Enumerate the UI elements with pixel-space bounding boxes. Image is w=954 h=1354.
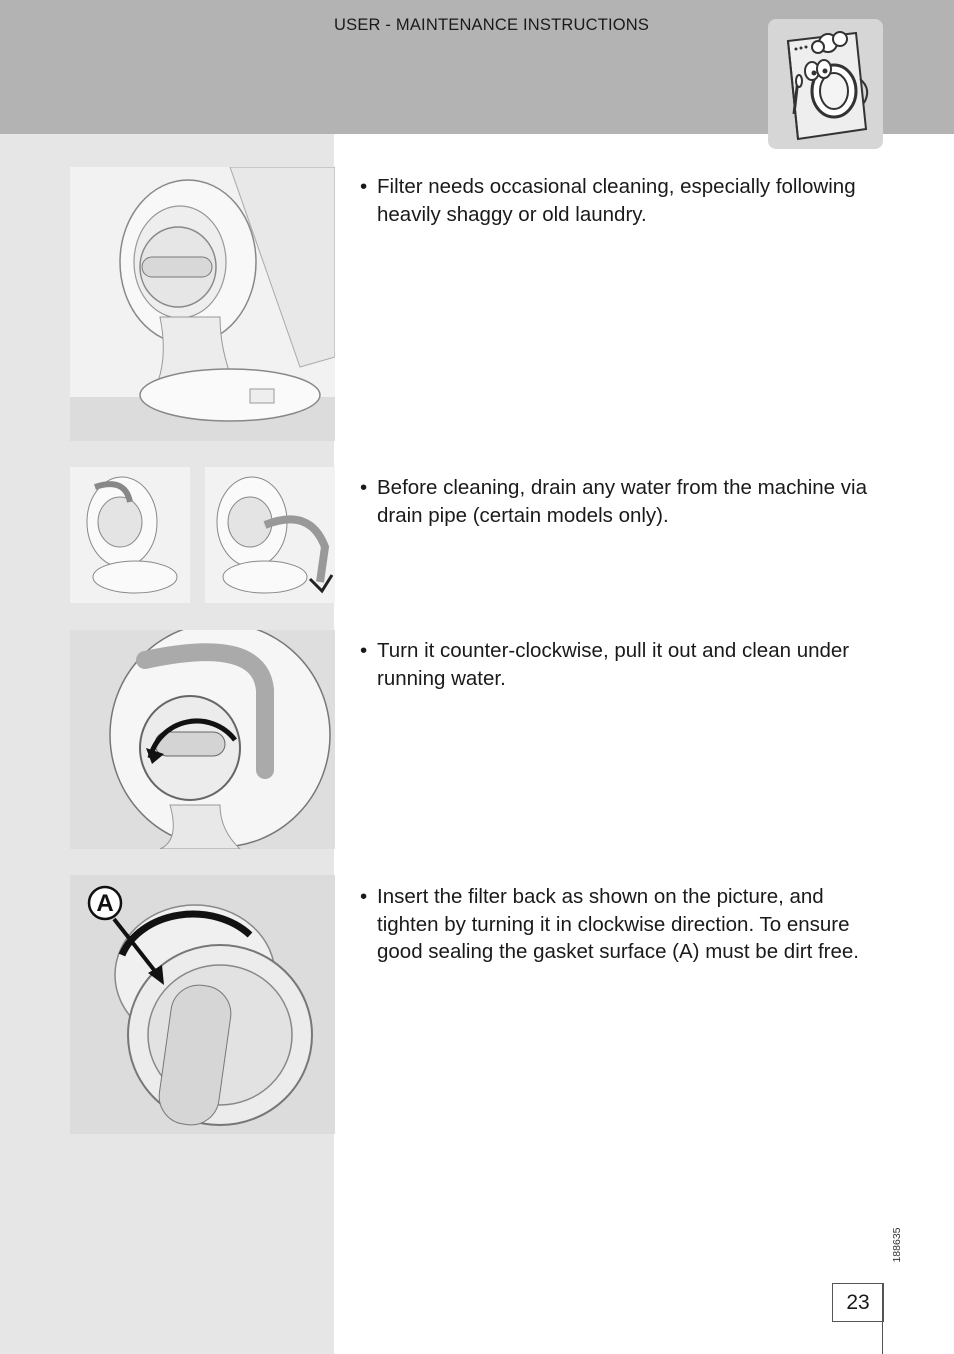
step-1-body: Filter needs occasional cleaning, especially following heavily shaggy or old laundry. [377, 175, 856, 226]
step-3-text [360, 637, 880, 692]
step-4-body: Insert the filter back as shown on the picture, and tighten by turning it in clockwise direction. To ensure good sealing the gasket surface (A) must be dirt free. [377, 885, 860, 963]
document-code: 188635 [891, 1227, 903, 1263]
page-header [0, 0, 954, 134]
page-number-rule [882, 1283, 883, 1354]
bullet: • [360, 476, 368, 499]
page-number: 23 [832, 1283, 884, 1322]
step-2-text [360, 474, 880, 529]
bullet: • [360, 639, 368, 662]
figure-drain-pipe [70, 467, 335, 603]
header-title: USER - MAINTENANCE INSTRUCTIONS [334, 16, 650, 34]
bullet: • [360, 175, 368, 198]
callout-a-label: A [96, 890, 114, 917]
step-2-body: Before cleaning, drain any water from the machine via drain pipe (certain models only). [377, 476, 867, 527]
washing-machine-mascot-icon [768, 19, 883, 149]
figure-filter-cover-open [70, 167, 335, 441]
bullet: • [360, 885, 368, 908]
step-3-body: Turn it counter-clockwise, pull it out and clean under running water. [377, 639, 850, 690]
figure-insert-filter [70, 875, 335, 1134]
figure-turn-counterclockwise [70, 630, 335, 849]
step-4-text [360, 883, 875, 966]
step-1-text [360, 173, 880, 228]
